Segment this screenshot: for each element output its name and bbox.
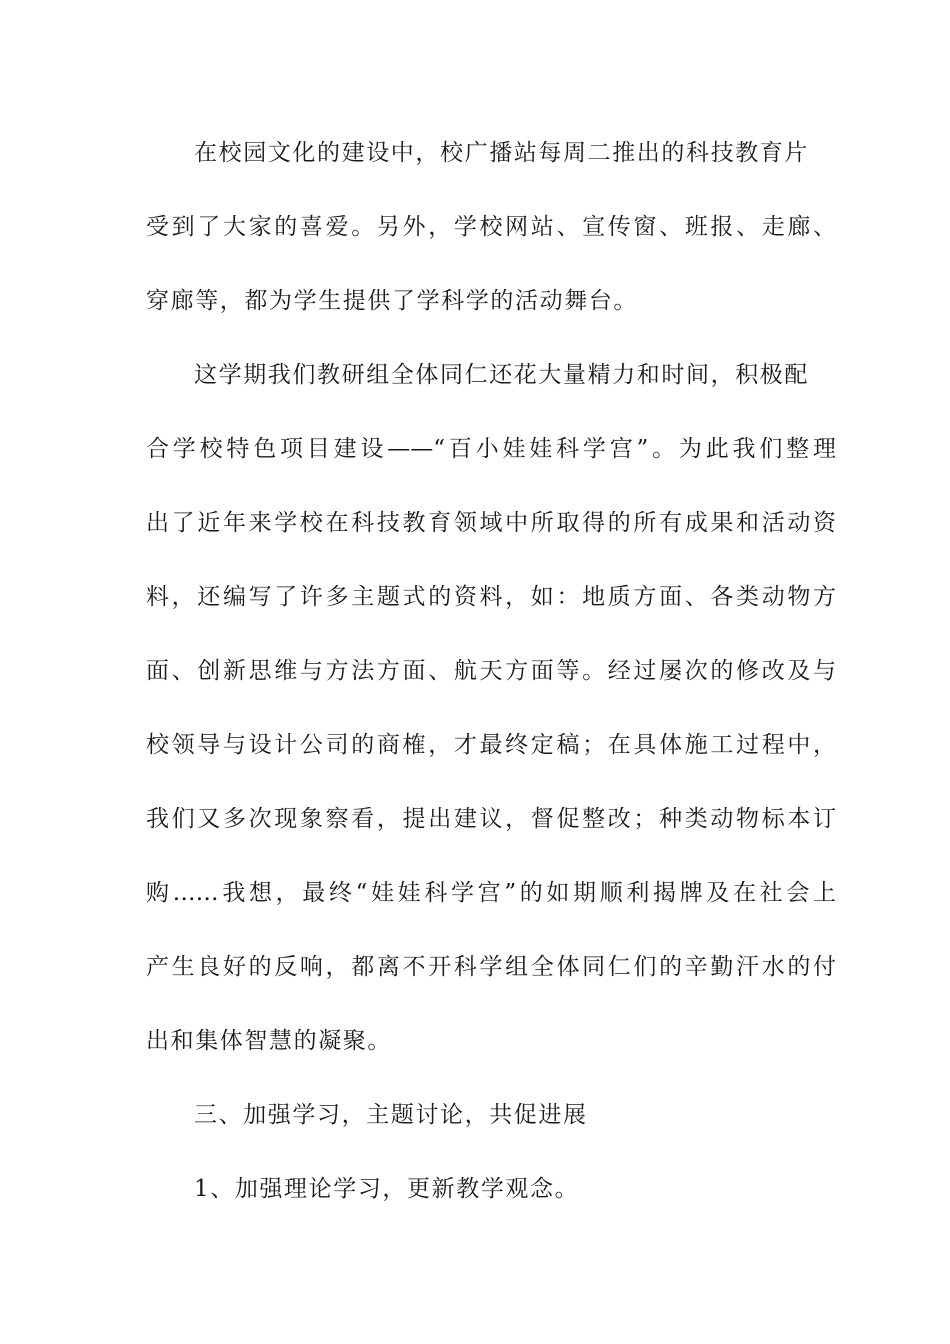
paragraph-2-line-3: 出了近年来学校在科技教育领域中所取得的所有成果和活动资: [146, 510, 836, 536]
paragraph-2-line-7: 我们又多次现象察看，提出建议，督促整改；种类动物标本订: [146, 806, 836, 832]
paragraph-2-line-1: 这学期我们教研组全体同仁还花大量精力和时间，积极配: [194, 362, 809, 388]
paragraph-2-line-10: 出和集体智慧的凝聚。: [146, 1028, 392, 1054]
paragraph-2-line-6: 校领导与设计公司的商榷，才最终定稿；在具体施工过程中，: [146, 732, 836, 758]
paragraph-2-line-4: 料，还编写了许多主题式的资料，如：地质方面、各类动物方: [146, 584, 836, 610]
paragraph-1-line-1: 在校园文化的建设中，校广播站每周二推出的科技教育片: [194, 140, 809, 166]
paragraph-1-line-3: 穿廊等，都为学生提供了学科学的活动舞台。: [146, 288, 638, 314]
paragraph-2-line-8: 购……我想，最终“娃娃科学宫”的如期顺利揭牌及在社会上: [146, 880, 836, 906]
paragraph-2-line-5: 面、创新思维与方法方面、航天方面等。经过屡次的修改及与: [146, 658, 836, 684]
subsection-heading: 1、加强理论学习，更新教学观念。: [194, 1176, 580, 1202]
paragraph-2-line-9: 产生良好的反响，都离不开科学组全体同仁们的辛勤汗水的付: [146, 954, 836, 980]
paragraph-1-line-2: 受到了大家的喜爱。另外，学校网站、宣传窗、班报、走廊、: [146, 214, 836, 240]
section-heading: 三、加强学习，主题讨论，共促进展: [194, 1102, 588, 1128]
paragraph-2-line-2: 合学校特色项目建设——“百小娃娃科学宫”。为此我们整理: [146, 436, 836, 462]
